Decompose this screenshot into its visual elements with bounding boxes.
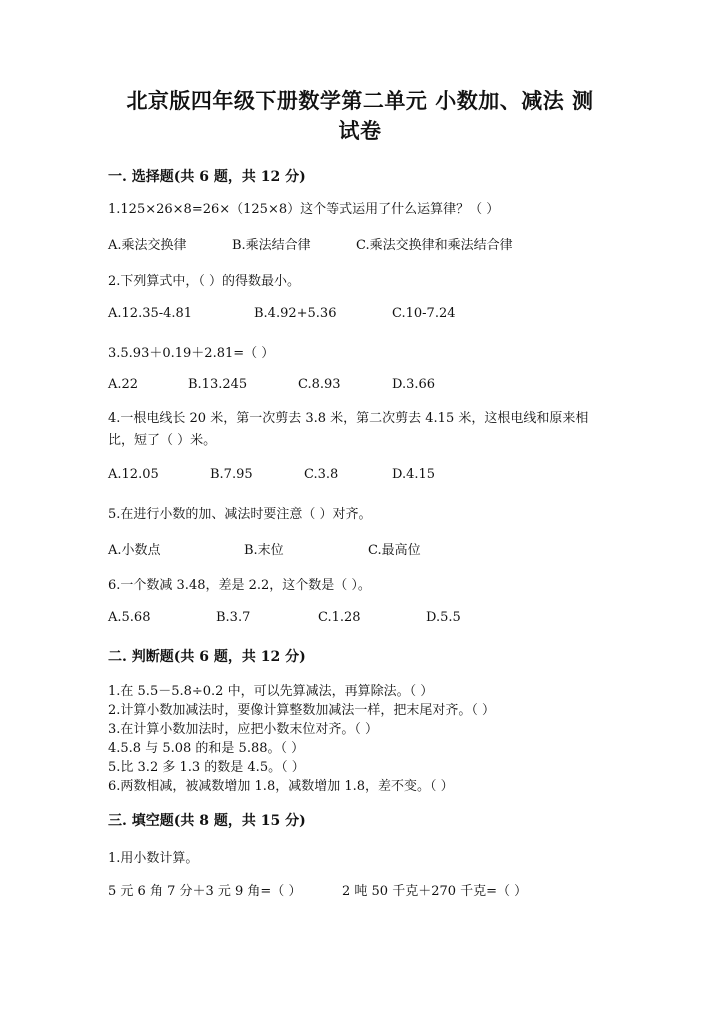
question-text: 1.125×26×8=26×（125×8）这个等式运用了什么运算律？（ ）: [108, 202, 500, 217]
section-heading-fill: 三. 填空题(共 8 题，共 15 分): [108, 813, 306, 829]
option-b: B.末位: [244, 543, 284, 558]
judgment-item: 2.计算小数加减法时，要像计算整数加减法一样，把末尾对齐。（ ）: [108, 703, 496, 718]
title-line-2: 试卷: [338, 118, 382, 143]
question-text: 1.用小数计算。: [108, 851, 199, 866]
question-text: 3.5.93＋0.19＋2.81=（ ）: [108, 346, 275, 361]
option-a: A.小数点: [108, 543, 161, 558]
option-c: C.1.28: [318, 610, 361, 625]
question-text: 4.一根电线长 20 米，第一次剪去 3.8 米，第二次剪去 4.15 米，这根电线和原来相比，短了（ ）米。: [108, 411, 589, 448]
option-d: D.4.15: [392, 467, 436, 482]
question-text: 2.下列算式中，（ ）的得数最小。: [108, 274, 301, 289]
judgment-item: 5.比 3.2 多 1.3 的数是 4.5。（ ）: [108, 760, 305, 775]
page-title: [100, 86, 620, 146]
option-c: C.最高位: [368, 543, 421, 558]
judgment-item: 1.在 5.5－5.8÷0.2 中，可以先算减法，再算除法。（ ）: [108, 684, 434, 699]
section-heading-judgment: 二. 判断题(共 6 题，共 12 分): [108, 649, 306, 665]
judgment-item: 3.在计算小数加法时，应把小数末位对齐。（ ）: [108, 722, 379, 737]
option-d: D.5.5: [426, 610, 461, 625]
question-text: 6.一个数减 3.48，差是 2.2，这个数是（ ）。: [108, 578, 371, 593]
option-b: B.13.245: [188, 377, 248, 392]
option-a: A.5.68: [108, 610, 151, 625]
option-c: C.3.8: [304, 467, 339, 482]
option-b: B.4.92+5.36: [254, 306, 337, 321]
option-d: D.3.66: [392, 377, 436, 392]
option-c: C.8.93: [298, 377, 341, 392]
judgment-item: 6.两数相减，被减数增加 1.8，减数增加 1.8，差不变。（ ）: [108, 779, 454, 794]
judgment-item: 4.5.8 与 5.08 的和是 5.88。（ ）: [108, 741, 305, 756]
option-a: A.12.35-4.81: [108, 306, 193, 321]
fill-blank-item: 2 吨 50 千克＋270 千克=（ ）: [342, 884, 528, 899]
option-b: B.乘法结合律: [232, 238, 311, 253]
option-b: B.3.7: [216, 610, 251, 625]
title-line-1: 北京版四年级下册数学第二单元 小数加、减法 测: [126, 88, 594, 113]
option-c: C.10-7.24: [392, 306, 456, 321]
fill-blank-item: 5 元 6 角 7 分＋3 元 9 角=（ ）: [108, 884, 302, 899]
option-a: A.12.05: [108, 467, 159, 482]
option-a: A.22: [108, 377, 139, 392]
option-b: B.7.95: [210, 467, 253, 482]
section-heading-choice: 一. 选择题(共 6 题，共 12 分): [108, 169, 306, 185]
option-c: C.乘法交换律和乘法结合律: [356, 238, 513, 253]
question-text: 5.在进行小数的加、减法时要注意（ ）对齐。: [108, 507, 372, 522]
option-a: A.乘法交换律: [108, 238, 187, 253]
